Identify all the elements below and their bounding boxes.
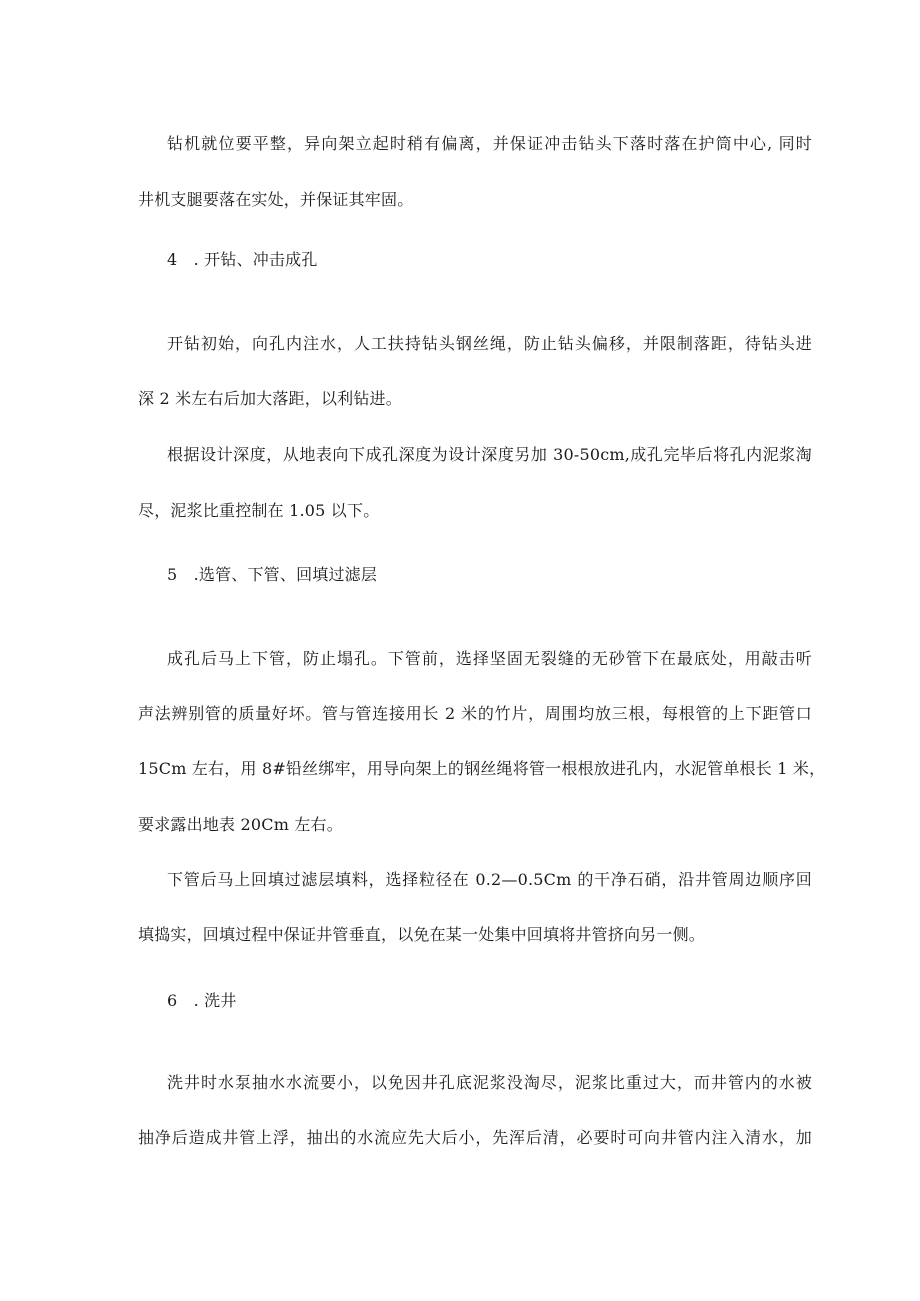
paragraph-line: 成孔后马上下管，防止塌孔。下管前，选择坚固无裂缝的无砂管下在最底处，用敲击听 <box>167 649 812 668</box>
paragraph-line: 井机支腿要落在实处，并保证其牢固。 <box>138 190 414 209</box>
paragraph-line: 开钻初始，向孔内注水，人工扶持钻头钢丝绳，防止钻头偏移，并限制落距，待钻头进 <box>167 334 812 353</box>
paragraph-line: 根据设计深度，从地表向下成孔深度为设计深度另加 30-50cm,成孔完毕后将孔内泥浆淘 <box>167 445 812 464</box>
paragraph-line: 15Cm 左右，用 8#铅丝绑牢，用导向架上的钢丝绳将管一根根放进孔内，水泥管单根长 1 米， <box>138 759 826 778</box>
paragraph-line: 深 2 米左右后加大落距，以利钻进。 <box>138 389 402 408</box>
paragraph-line: 洗井时水泵抽水水流要小，以免因井孔底泥浆没淘尽，泥浆比重过大，而井管内的水被 <box>167 1073 812 1092</box>
paragraph-line: 下管后马上回填过滤层填料，选择粒径在 0.2—0.5Cm 的干净石硝，沿井管周边顺序回 <box>167 870 812 889</box>
paragraph-line: 尽，泥浆比重控制在 1.05 以下。 <box>138 501 380 520</box>
section-heading: 5 .选管、下管、回填过滤层 <box>167 565 378 584</box>
section-heading: 6 . 洗井 <box>167 991 237 1010</box>
paragraph-line: 填捣实，回填过程中保证井管垂直，以免在某一处集中回填将井管挤向另一侧。 <box>138 925 706 944</box>
paragraph-line: 抽净后造成井管上浮，抽出的水流应先大后小，先浑后清，必要时可向井管内注入清水，加 <box>138 1128 812 1147</box>
paragraph-line: 要求露出地表 20Cm 左右。 <box>138 815 343 834</box>
section-heading: 4 . 开钻、冲击成孔 <box>167 250 318 269</box>
paragraph-line: 钻机就位要平整，异向架立起时稍有偏离，并保证冲击钻头下落时落在护筒中心, 同时 <box>167 134 812 153</box>
paragraph-line: 声法辨别管的质量好坏。管与管连接用长 2 米的竹片，周围均放三根，每根管的上下距管口 <box>138 704 812 723</box>
